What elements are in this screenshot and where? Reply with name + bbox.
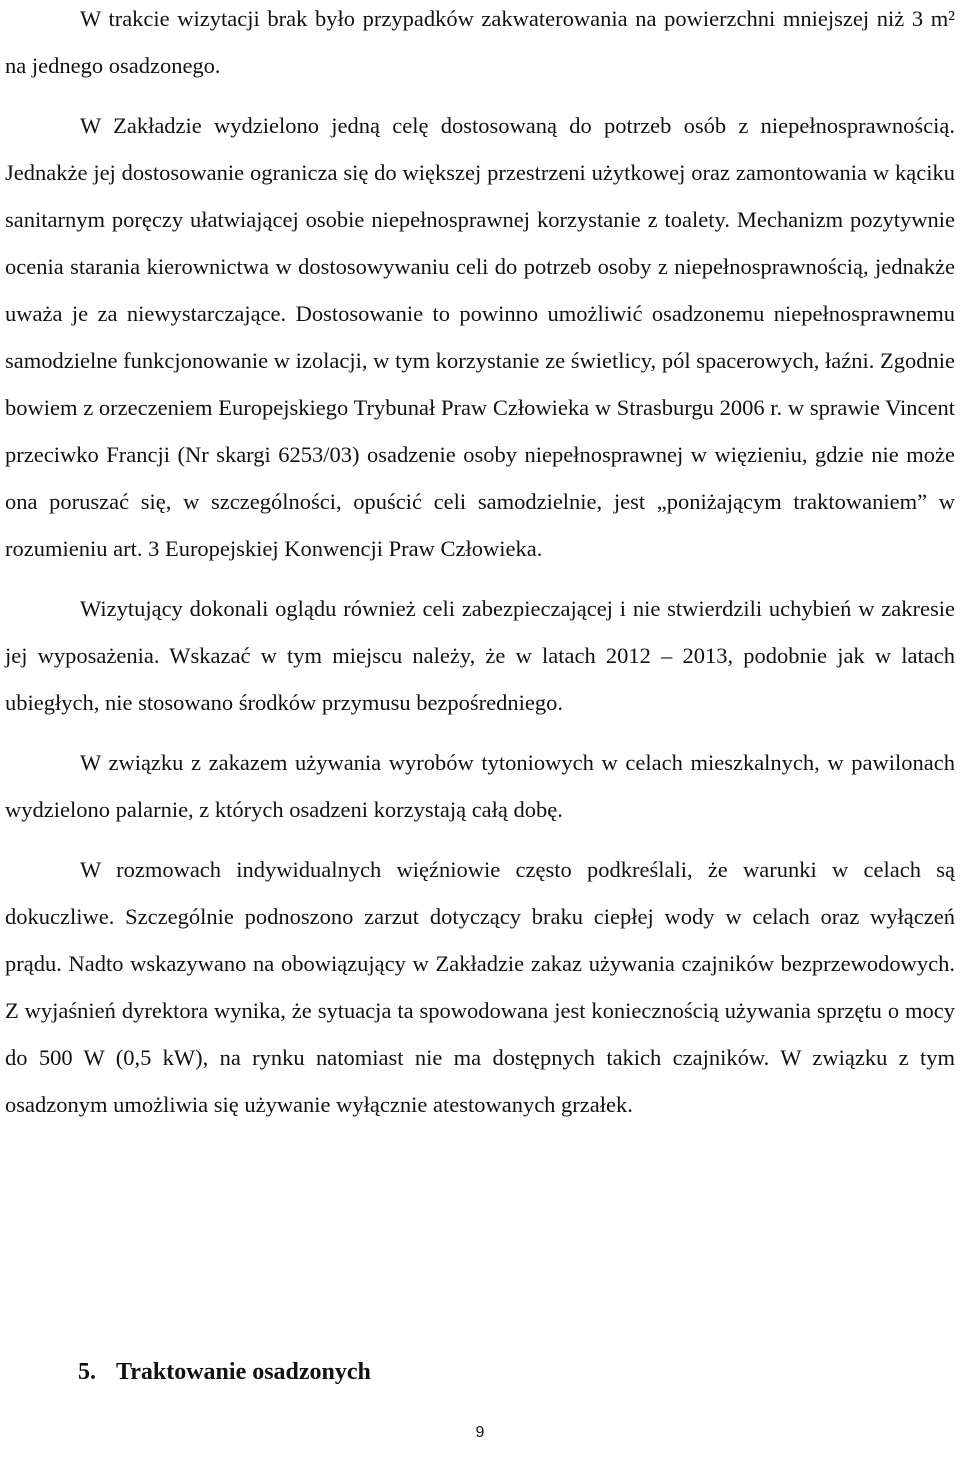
page-number: 9 (475, 1424, 485, 1441)
section-number: 5. (78, 1359, 96, 1385)
body-text (5, 0, 955, 1141)
section-heading (78, 1357, 371, 1387)
paragraph-5: W rozmowach indywidualnych więźniowie często podkreślali, że warunki w celach są dokuczliwe. Szczególnie podnoszono zarzut dotyczący braku ciepłej wody w celach oraz wyłączeń prądu. Nadto wskazywano na obowiązujący w Zakładzie zakaz używania czajników bezprzewodowych. Z wyjaśnień dyrektora wynika, że sytuacja ta spowodowana jest koniecznością używania sprzętu o mocy do 500 W (0,5 kW), na rynku natomiast nie ma dostępnych takich czajników. W związku z tym osadzonym umożliwia się używanie wyłącznie atestowanych grzałek. (5, 857, 955, 1117)
paragraph-4: W związku z zakazem używania wyrobów tytoniowych w celach mieszkalnych, w pawilonach wydzielono palarnie, z których osadzeni korzystają całą dobę. (5, 750, 955, 822)
paragraph-1: W trakcie wizytacji brak było przypadków zakwaterowania na powierzchni mniejszej niż 3 m² na jednego osadzonego. (5, 6, 955, 78)
paragraph-2: W Zakładzie wydzielono jedną celę dostosowaną do potrzeb osób z niepełnosprawnością. Jednakże jej dostosowanie ogranicza się do większej przestrzeni użytkowej oraz zamontowania w kąciku sanitarnym poręczy ułatwiającej osobie niepełnosprawnej korzystanie z toalety. Mechanizm pozytywnie ocenia starania kierownictwa w dostosowywaniu celi do potrzeb osoby z niepełnosprawnością, jednakże uważa je za niewystarczające. Dostosowanie to powinno umożliwić osadzonemu niepełnosprawnemu samodzielne funkcjonowanie w izolacji, w tym korzystanie ze świetlicy, pól spacerowych, łaźni. Zgodnie bowiem z orzeczeniem Europejskiego Trybunał Praw Człowieka w Strasburgu 2006 r. w sprawie Vincent przeciwko Francji (Nr skargi 6253/03) osadzenie osoby niepełnosprawnej w więzieniu, gdzie nie może ona poruszać się, w szczególności, opuścić celi samodzielnie, jest „poniżającym traktowaniem” w rozumieniu art. 3 Europejskiej Konwencji Praw Człowieka. (5, 113, 955, 561)
paragraph-3: Wizytujący dokonali oglądu również celi zabezpieczającej i nie stwierdzili uchybień w zakresie jej wyposażenia. Wskazać w tym miejscu należy, że w latach 2012 – 2013, podobnie jak w latach ubiegłych, nie stosowano środków przymusu bezpośredniego. (5, 596, 955, 715)
section-title: Traktowanie osadzonych (116, 1359, 371, 1385)
